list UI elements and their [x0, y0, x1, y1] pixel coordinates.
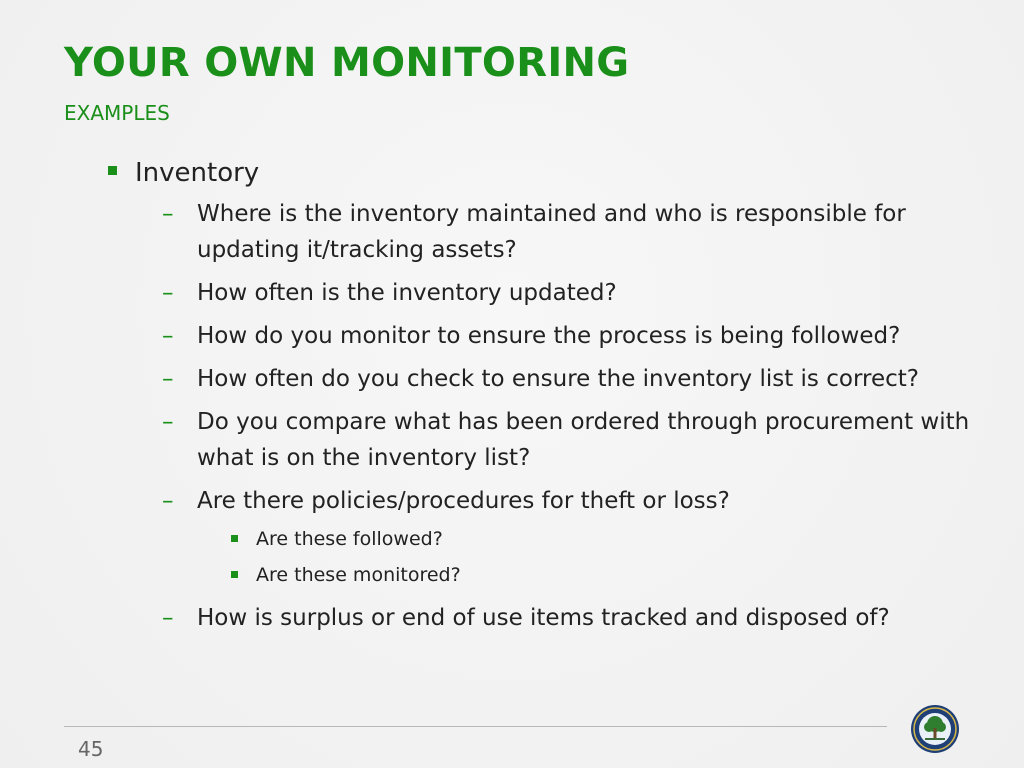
list-item [162, 600, 980, 636]
square-bullet-icon [231, 535, 238, 542]
list-item-text: Are there policies/procedures for theft or loss? [197, 488, 730, 514]
square-bullet-icon [231, 571, 238, 578]
page-number: 45 [78, 737, 104, 761]
dash-bullet-icon: – [162, 409, 174, 435]
sub-list-item-text: Are these monitored? [256, 564, 461, 586]
slide-content [100, 152, 980, 643]
list-item [162, 318, 980, 354]
bullet-inventory [100, 152, 980, 194]
slide-subtitle: EXAMPLES [64, 101, 170, 125]
dash-bullet-icon: – [162, 280, 174, 306]
dash-bullet-icon: – [162, 201, 174, 227]
list-item [162, 275, 980, 311]
list-item-text: How often do you check to ensure the inventory list is correct? [197, 366, 919, 392]
list-item-text: How do you monitor to ensure the process is being followed? [197, 323, 901, 349]
list-item-text: Where is the inventory maintained and who is responsible for updating it/tracking assets? [197, 201, 906, 263]
bullet-label: Inventory [135, 158, 260, 188]
dash-bullet-icon: – [162, 488, 174, 514]
inventory-questions [100, 196, 980, 636]
footer-divider [64, 726, 887, 727]
list-item [162, 483, 980, 593]
list-item [162, 361, 980, 397]
list-item [162, 196, 980, 268]
dash-bullet-icon: – [162, 605, 174, 631]
department-seal-icon [910, 704, 960, 754]
sub-list-item-text: Are these followed? [256, 528, 443, 550]
square-bullet-icon [108, 166, 117, 175]
list-item-text: Do you compare what has been ordered through procurement with what is on the inventory list? [197, 409, 970, 471]
dash-bullet-icon: – [162, 323, 174, 349]
sub-list-item [221, 521, 980, 557]
theft-loss-subquestions [197, 521, 980, 593]
list-item-text: How is surplus or end of use items tracked and disposed of? [197, 605, 890, 631]
list-item [162, 404, 980, 476]
dash-bullet-icon: – [162, 366, 174, 392]
slide-title: YOUR OWN MONITORING [64, 40, 630, 86]
list-item-text: How often is the inventory updated? [197, 280, 617, 306]
sub-list-item [221, 557, 980, 593]
